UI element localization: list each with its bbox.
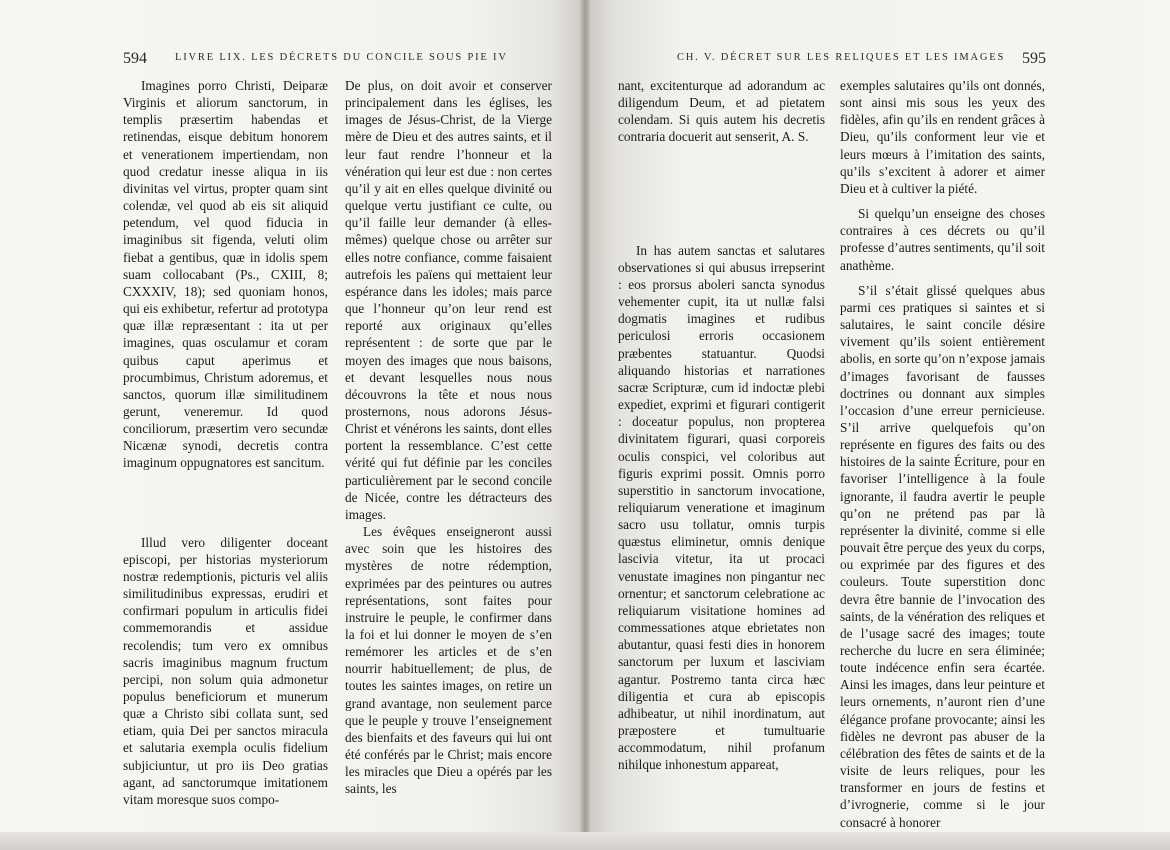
right-page bbox=[585, 0, 1170, 850]
latin-column-right bbox=[618, 77, 825, 773]
french-paragraph: Si quelqu’un enseigne des choses contraires à ces décrets ou qu’il professe d’autres sentiments, qu’il soit anathème. bbox=[840, 206, 1045, 273]
latin-paragraph: Imagines porro Christi, Deiparæ Virginis et aliorum sanctorum, in templis præsertim habendas et retinendas, eisque debitum honorem et venerationem impertiendam, non quod credatur inesse aliqua in iis divinitas vel virtus, propter quam sint colendæ, vel quod ab eis sit aliquid petendum, vel quod fiducia in imaginibus sit figenda, veluti olim fiebat a gentibus, quæ in idolis spem suam collocabant (Ps., CXIII, 8; CXXXIV, 18); sed quoniam honos, qui eis exhibetur, refertur ad prototypa quæ illæ repræsentant : ita ut per imagines, quas osculamur et coram quibus caput aperimus et procumbimus, Christum adoremus, et sanctos, quorum illæ similitudinem gerunt, veneremur. Id quod conciliorum, præsertim vero secundæ Nicænæ synodi, decretis contra imaginum oppugnatores est sancitum. bbox=[123, 78, 328, 471]
page-bottom-edge bbox=[0, 832, 1170, 850]
latin-paragraph: nant, excitenturque ad adorandum ac diligendum Deum, et ad pietatem colendam. Si quis autem his decretis contraria docuerit aut senserit, A. S. bbox=[618, 78, 825, 145]
french-paragraph: S’il s’était glissé quelques abus parmi ces pratiques si saintes et si salutaires, le saint concile désire vivement qu’ils soient entièrement abolis, en sorte qu’on n’expose jamais d’images favorisant de fausses doctrines ou donnant aux simples l’occasion d’une erreur pernicieuse. S’il arrive quelquefois qu’on représente en figures des faits ou des histoires de la sainte Écriture, pour en favoriser l’intelligence à la foule ignorante, il faudra avertir le peuple qu’on ne prétend pas par là représenter la divinité, comme si elle pouvait être perçue des yeux du corps, ou exprimée par des figures et des couleurs. Toute superstition donc devra être bannie de l’invocation des saints, de la vénération des reliques et de l’usage sacré des images; toute recherche du lucre en sera éliminée; toute indécence enfin sera écartée. Ainsi les images, dans leur peinture et leurs ornements, n’auront rien d’une élégance profane provocante; ainsi les fidèles ne devront pas abuser de la célébration des fêtes de saints et de la visite de leurs reliques, pour les transformer en jours de festins et d’ivrognerie, comme si le jour consacré à honorer bbox=[840, 282, 1045, 830]
book-spine bbox=[580, 0, 590, 850]
page-number-left: 594 bbox=[123, 50, 147, 67]
latin-column-left bbox=[123, 77, 328, 808]
latin-paragraph: Illud vero diligenter doceant episcopi, per historias mysteriorum nostræ redemptionis, picturis vel aliis similitudinibus expressas, erudiri et confirmari populum in articulis fidei commemorandis et assidue recolendis; tum vero ex omnibus sacris imaginibus magnum fructum percipi, non solum quia admonetur populus beneficiorum et munerum quæ a Christo sibi collata sunt, sed etiam, quia Dei per sanctos miracula et salutaria exempla oculis fidelium subjiciuntur, ut pro iis Deo gratias agant, ad sanctorumque imitationem vitam moresque suos compo- bbox=[123, 534, 328, 807]
running-head-right: CH. V. DÉCRET SUR LES RELIQUES ET LES IMAGES bbox=[677, 52, 1006, 63]
french-paragraph: De plus, on doit avoir et conserver principalement dans les églises, les images de Jésus-Christ, de la Vierge mère de Dieu et des autres saints, et il leur faut rendre l’honneur et la vénération qui leur est due : non certes qu’il y ait en elles quelque divinité ou quelque vertu justifiant ce culte, ou qu’il faille leur demander (à elles-mêmes) quelque chose ou arrêter sur elles notre confiance, comme faisaient autrefois les païens qui mettaient leur espérance dans les idoles; mais parce que l’honneur qu’on leur rend est reporté aux originaux qu’elles représentent : de sorte que par le moyen des images que nous baisons, et devant lesquelles nous nous découvrons la tête et nous nous prosternons, nous adorons Jésus-Christ et vénérons les saints, dont elles portent la ressemblance. C’est cette vérité qui fut définie par les conciles particulièrement par le second concile de Nicée, contre les détracteurs des images. bbox=[345, 78, 552, 522]
french-paragraph: exemples salutaires qu’ils ont donnés, sont ainsi mis sous les yeux des fidèles, afin qu’ils en rendent grâces à Dieu, qu’ils conforment leur vie et leurs mœurs à l’imitation des saints, qu’ils s’excitent à adorer et aimer Dieu et à cultiver la piété. bbox=[840, 78, 1045, 196]
page-number-right: 595 bbox=[1022, 50, 1046, 67]
running-head-left: LIVRE LIX. LES DÉCRETS DU CONCILE SOUS PIE IV bbox=[175, 52, 508, 63]
french-column-left bbox=[345, 77, 552, 798]
french-column-right bbox=[840, 77, 1045, 831]
french-paragraph: Les évêques enseigneront aussi avec soin que les histoires des mystères de notre rédemption, exprimées par des peintures ou autres représentations, sont faites pour instruire le peuple, le confirmer dans la foi et lui donner le moyen de s’en remémorer les articles et de s’en nourrir habituellement; de plus, de toutes les saintes images, on retire un grand avantage, non seulement parce que le peuple y trouve l’enseignement des bienfaits et des faveurs qui lui ont été conférés par le Christ; mais encore les miracles que Dieu a opérés par les saints, les bbox=[345, 524, 552, 797]
latin-paragraph: In has autem sanctas et salutares observationes si qui abusus irrepserint : eos prorsus aboleri sancta synodus vehementer cupit, ita ut nullæ falsi dogmatis imagines et rudibus periculosi erroris occasionem præbentes statuantur. Quodsi aliquando historias et narrationes sacræ Scripturæ, cum id indoctæ plebi expediet, exprimi et figurari contigerit : doceatur populus, non propterea divinitatem figurari, quasi corporeis oculis conspici, vel coloribus aut figuris exprimi possit. Omnis porro superstitio in sanctorum invocatione, reliquiarum veneratione et imaginum sacro usu tollatur, omnis turpis quæstus eliminetur, omnis denique lascivia vitetur, ita ut procaci venustate imagines non pingantur nec ornentur; et sanctorum celebratione ac reliquiarum visitatione homines ad commessationes atque ebrietates non abutantur, quasi festi dies in honorem sanctorum per luxum et lasciviam agantur. Postremo tanta circa hæc diligentia et cura ab episcopis adhibeatur, ut nihil inordinatum, aut præpostere et tumultuarie accommodatum, nihil profanum nihilque inhonestum appareat, bbox=[618, 242, 825, 773]
